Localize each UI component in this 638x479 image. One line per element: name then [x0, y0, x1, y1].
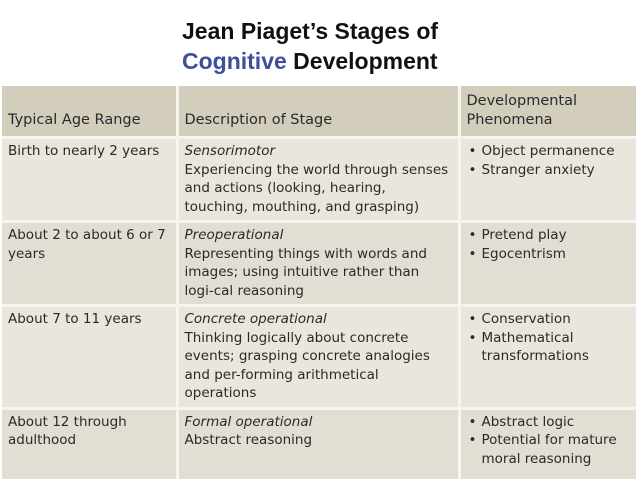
- age-cell: About 2 to about 6 or 7 years: [2, 222, 177, 306]
- bullet-icon: •: [468, 329, 477, 346]
- phenomena-list: [467, 226, 632, 263]
- table-row: [2, 306, 636, 409]
- table-row: [2, 138, 636, 222]
- stage-description: Thinking logically about concrete events; grasping concrete analogies and per-forming arithmetical operations: [184, 329, 430, 401]
- bullet-icon: •: [468, 245, 477, 262]
- phenomena-list: [467, 142, 632, 179]
- title-accent-word: Cognitive: [182, 48, 287, 74]
- list-item: • Egocentrism: [468, 245, 566, 262]
- list-item: • Stranger anxiety: [468, 161, 595, 178]
- stage-description: Representing things with words and images; using intuitive rather than logi-cal reasoning: [184, 245, 427, 299]
- list-item: • Pretend play: [468, 227, 567, 243]
- age-cell: Birth to nearly 2 years: [2, 138, 177, 222]
- title-line-1: Jean Piaget’s Stages of: [182, 18, 439, 44]
- description-cell: [177, 222, 459, 306]
- bullet-icon: •: [468, 161, 477, 178]
- table-row: [2, 222, 636, 306]
- age-cell: About 7 to 11 years: [2, 306, 177, 409]
- list-item: • Mathematical transformations: [468, 329, 589, 364]
- stage-name: Sensorimotor: [184, 143, 276, 159]
- phenomena-cell: [459, 222, 636, 306]
- description-cell: [177, 408, 459, 479]
- slide-title: [182, 16, 602, 76]
- stages-table-container: [2, 86, 636, 479]
- description-cell: [177, 306, 459, 409]
- bullet-icon: •: [468, 432, 477, 448]
- phenomena-cell: [459, 138, 636, 222]
- phenomena-cell: [459, 306, 636, 409]
- header-phenomena: Developmental Phenomena: [459, 86, 636, 138]
- phenomena-list: [467, 310, 632, 366]
- stage-name: Preoperational: [184, 227, 284, 243]
- header-age-range: Typical Age Range: [2, 86, 177, 138]
- bullet-icon: •: [468, 311, 477, 327]
- list-item: • Potential for mature moral reasoning: [468, 432, 617, 467]
- stage-name: Concrete operational: [184, 311, 327, 327]
- stage-description: Experiencing the world through senses and actions (looking, hearing, touching, mouthing, and grasping): [184, 161, 449, 215]
- stages-table: [2, 86, 636, 479]
- bullet-icon: •: [468, 143, 477, 159]
- list-item: • Object permanence: [468, 143, 615, 159]
- table-row: [2, 408, 636, 479]
- list-item: • Conservation: [468, 311, 571, 327]
- phenomena-cell: [459, 408, 636, 479]
- phenomena-list: [467, 413, 632, 469]
- bullet-icon: •: [468, 413, 477, 430]
- list-item: • Abstract logic: [468, 413, 575, 430]
- title-rest: Development: [286, 48, 438, 74]
- header-description: Description of Stage: [177, 86, 459, 138]
- bullet-icon: •: [468, 227, 477, 243]
- title-line-2: [182, 46, 602, 76]
- stage-description: Abstract reasoning: [184, 432, 313, 448]
- age-cell: About 12 through adulthood: [2, 408, 177, 479]
- table-header-row: [2, 86, 636, 138]
- description-cell: [177, 138, 459, 222]
- stage-name: Formal operational: [184, 413, 313, 430]
